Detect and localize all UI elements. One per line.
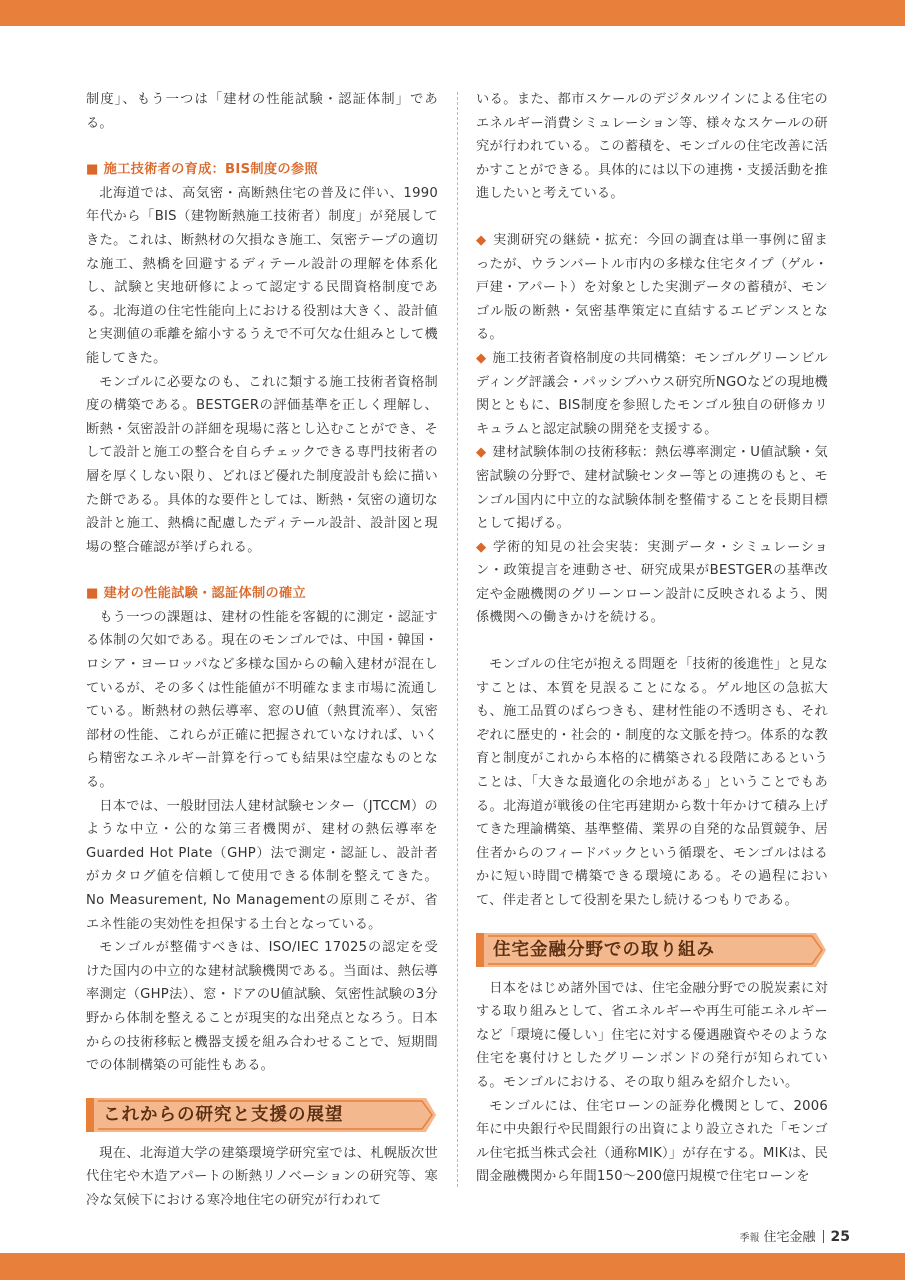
paragraph: 日本では、一般財団法人建材試験センター（JTCCM）のような中立・公的な第三者機関が、建材の熱伝導率をGuarded Hot Plate（GHP）法で測定・認証し、設計者がカタログ値を信頼して使用できる体制を整えてきた。No Measurement, No Managementの原則こそが、省エネ性能の実効性を担保する土台となっている。 xyxy=(86,798,438,932)
bullet-item: ◆ 建材試験体制の技術移転：熱伝導率測定・U値試験・気密試験の分野で、建材試験センター等との連携のもと、モンゴル国内に中立的な試験体制を整備することを長期目標として掲げる。 xyxy=(476,445,828,532)
bullet-item: ◆ 施工技術者資格制度の共同構築：モンゴルグリーンビルディング評議会・パッシブハウス研究所NGOなどの現地機関とともに、BIS制度を参照したモンゴル独自の研修カリキュラムと認定試験の開発を支援する。 xyxy=(476,350,828,437)
bottom-accent-bar xyxy=(0,1253,905,1280)
paragraph: モンゴルには、住宅ローンの証券化機関として、2006年に中央銀行や民間銀行の出資により設立された「モンゴル住宅抵当株式会社（通称MIK）」が存在する。MIKは、民間金融機関から年間150～200億円規模で住宅ローンを xyxy=(476,1098,828,1185)
footer-separator xyxy=(823,1230,824,1243)
diamond-bullet-icon: ◆ xyxy=(476,445,487,461)
section-title: 住宅金融分野での取り組み xyxy=(493,939,715,960)
paragraph: モンゴルが整備すべきは、ISO/IEC 17025の認定を受けた国内の中立的な建材試験機関である。当面は、熱伝導率測定（GHP法）、窓・ドアのU値試験、気密性試験の3分野から体制を整えることが現実的な出発点となろう。日本からの技術移転と機器支援を組み合わせることで、短期間での体制構築の可能性もある。 xyxy=(86,940,438,1074)
right-column xyxy=(476,88,828,1189)
paragraph: 北海道では、高気密・高断熱住宅の普及に伴い、1990年代から「BIS（建物断熱施工技術者）制度」が発展してきた。これは、断熱材の欠損なき施工、気密テープの適切な施工、熱橋を回避するディテール設計の理解を体系化し、試験と実地研修によって認定する民間資格制度である。北海道の住宅性能向上における役割は大きく、設計値と実測値の乖離を縮小するうえで不可欠な仕組みとして機能してきた。 xyxy=(86,185,438,366)
bullet-item: ◆ 学術的知見の社会実装：実測データ・シミュレーション・政策提言を連動させ、研究成果がBESTGERの基準改定や金融機関のグリーンローン設計に反映されるよう、関係機関への働きかけを続ける。 xyxy=(476,539,828,626)
paragraph: もう一つの課題は、建材の性能を客観的に測定・認証する体制の欠如である。現在のモンゴルでは、中国・韓国・ロシア・ヨーロッパなど多様な国からの輸入建材が混在しているが、その多くは性能値が不明確なまま市場に流通している。断熱材の熱伝導率、窓のU値（熱貫流率）、気密部材の性能、これらが正確に把握されていなければ、いくら精密なエネルギー計算を行っても結果は空虚なものとなる。 xyxy=(86,609,438,791)
page-number: 25 xyxy=(830,1229,850,1245)
section-title: これからの研究と支援の展望 xyxy=(103,1104,344,1125)
diamond-bullet-icon: ◆ xyxy=(476,539,487,555)
journal-name: 住宅金融 xyxy=(763,1230,816,1245)
left-column xyxy=(86,88,438,1213)
paragraph: いる。また、都市スケールのデジタルツインによる住宅のエネルギー消費シミュレーション等、様々なスケールの研究が行われている。この蓄積を、モンゴルの住宅改善に活かすことができる。具体的には以下の連携・支援活動を推進したいと考えている。 xyxy=(476,92,828,202)
subheading-material-testing: ■ 建材の性能試験・認証体制の確立 xyxy=(86,586,306,602)
paragraph: モンゴルの住宅が抱える問題を「技術的後進性」と見なすことは、本質を見誤ることになる。ゲル地区の急拡大も、施工品質のばらつきも、建材性能の不透明さも、それぞれに歴史的・社会的・制度的な文脈を持つ。体系的な教育と制度がこれから本格的に構築される段階にあるということは、「大きな最適化の余地がある」ということでもある。北海道が戦後の住宅再建期から数十年かけて積み上げてきた理論構築、基準整備、業界の自発的な品質競争、居住者からのフィードバックという循環を、モンゴルははるかに短い時間で構築できる環境にある。その過程において、伴走者として役割を果たし続けるつもりである。 xyxy=(476,657,828,908)
paragraph: モンゴルに必要なのも、これに類する施工技術者資格制度の構築である。BESTGERの評価基準を正しく理解し、断熱・気密設計の詳細を現場に落とし込むことができ、そして設計と施工の整合を自らチェックできる専門技術者の層を厚くしない限り、どれほど優れた制度設計も絵に描いた餅である。具体的な要件としては、断熱・気密の適切な設計と施工、熱橋に配慮したディテール設計、設計図と現場の整合確認が挙げられる。 xyxy=(86,374,438,555)
paragraph: 現在、北海道大学の建築環境学研究室では、札幌版次世代住宅や木造アパートの断熱リノベーションの研究等、寒冷な気候下における寒冷地住宅の研究が行われて xyxy=(86,1145,438,1208)
column-divider xyxy=(457,92,458,1187)
journal-prefix: 季報 xyxy=(739,1233,760,1244)
paragraph: 制度」、もう一つは「建材の性能試験・認証体制」である。 xyxy=(86,92,438,131)
bullet-item: ◆ 実測研究の継続・拡充：今回の調査は単一事例に留まったが、ウランバートル市内の多様な住宅タイプ（ゲル・戸建・アパート）を対象とした実測データの蓄積が、モンゴル版の断熱・気密基準策定に直結するエビデンスとなる。 xyxy=(476,232,828,343)
page-footer xyxy=(740,1226,851,1246)
section-heading-outlook xyxy=(86,1098,436,1132)
section-heading-housing-finance xyxy=(476,933,826,967)
subheading-bis: ■ 施工技術者の育成：BIS制度の参照 xyxy=(86,162,318,178)
diamond-bullet-icon: ◆ xyxy=(476,232,487,248)
top-accent-bar xyxy=(0,0,905,26)
diamond-bullet-icon: ◆ xyxy=(476,350,487,366)
paragraph: 日本をはじめ諸外国では、住宅金融分野での脱炭素に対する取り組みとして、省エネルギーや再生可能エネルギーなど「環境に優しい」住宅に対する優遇融資やそのような住宅を裏付けとしたグリーンボンドの発行が知られている。モンゴルにおける、その取り組みを紹介したい。 xyxy=(476,980,828,1090)
